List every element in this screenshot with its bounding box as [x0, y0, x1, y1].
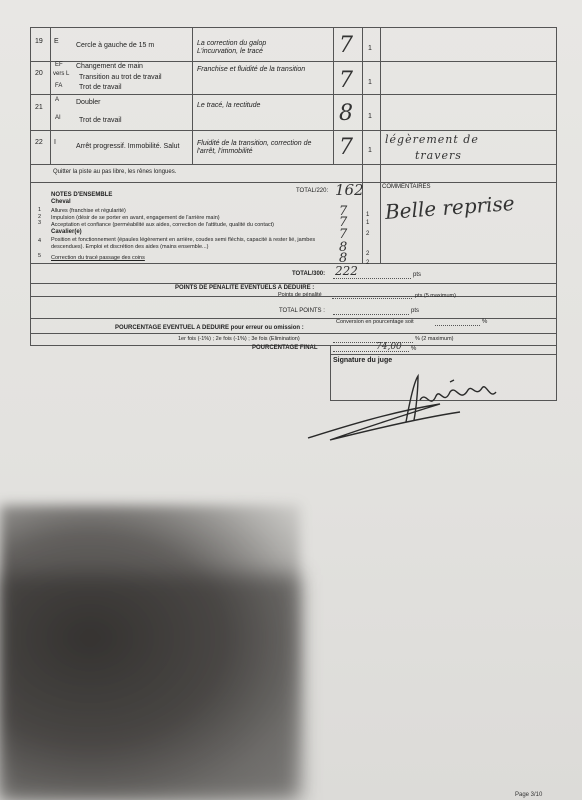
general-item-text: Acceptation et confiance (perméabilité aux aides, correction de l'attitude, qualité du contact): [51, 222, 275, 228]
score-handwritten: 8: [339, 101, 353, 126]
penalties-label: POINTS DE PENALITE EVENTUELS A DEDUIRE :: [175, 285, 315, 291]
percent-deduct-label: POURCENTAGE EVENTUEL A DEDUIRE pour erreur ou omission :: [115, 325, 304, 331]
criteria-text: L'incurvation, le tracé: [197, 48, 263, 55]
row-code: FA: [55, 83, 63, 89]
row-code: E: [54, 38, 59, 45]
score-handwritten: 8: [339, 240, 348, 255]
coefficient: 2: [366, 251, 370, 257]
dotted-line: [333, 278, 411, 279]
item-number: 4: [38, 238, 42, 244]
coefficient: 2: [366, 260, 370, 266]
total-220-value: 162: [335, 181, 364, 199]
percent-unit: %: [482, 319, 488, 325]
pts-unit: pts: [411, 308, 420, 314]
penalty-points-label: Points de pénalité: [278, 292, 322, 298]
dotted-line: [333, 314, 409, 315]
judge-signature: [300, 370, 540, 450]
comment-handwritten: Belle reprise: [384, 190, 516, 224]
percent-max: % (2 maximum): [415, 336, 454, 342]
signature-label: Signature du juge: [333, 357, 393, 364]
item-number: 5: [38, 253, 42, 259]
movement-text: Cercle à gauche de 15 m: [76, 42, 155, 49]
score-handwritten: 7: [339, 227, 348, 242]
coefficient: 1: [368, 113, 372, 120]
page-footer: Page 3/10: [515, 792, 543, 798]
movement-text: Trot de travail: [79, 84, 122, 91]
row-code: vers L: [53, 71, 70, 77]
coefficient: 2: [366, 231, 370, 237]
score-handwritten: 8: [339, 251, 348, 266]
row-code: EF: [55, 62, 63, 68]
criteria-text: l'arrêt, l'immobilité: [197, 148, 253, 155]
score-handwritten: 7: [339, 204, 348, 219]
row-code: I: [54, 139, 56, 146]
score-handwritten: 7: [339, 33, 353, 58]
row-code: AI: [55, 115, 61, 121]
criteria-text: La correction du galop: [197, 40, 267, 47]
rider-label: Cavalier(e): [51, 229, 82, 235]
dotted-line: [332, 298, 412, 299]
general-item-text: Allures (franchise et régularité): [51, 208, 126, 214]
percent-unit: %: [411, 346, 417, 352]
horse-label: Cheval: [51, 199, 71, 205]
total-220-label: TOTAL/220:: [296, 188, 329, 194]
remark-handwritten: travers: [415, 149, 462, 162]
coefficient: 1: [368, 79, 372, 86]
item-number: 1: [38, 207, 42, 213]
row-number: 22: [35, 139, 43, 146]
item-number: 3: [38, 220, 42, 226]
movement-text: Trot de travail: [79, 117, 122, 124]
coefficient: 1: [368, 147, 372, 154]
row-number: 20: [35, 70, 43, 77]
score-handwritten: 7: [339, 215, 348, 230]
dotted-line: [435, 325, 480, 326]
conversion-label: Conversion en pourcentage soit: [336, 319, 414, 325]
dotted-line: [333, 351, 409, 352]
coefficient: 1: [366, 220, 370, 226]
final-percent-label: POURCENTAGE FINAL: [252, 345, 318, 351]
general-item-text: Correction du tracé passage des coins: [51, 255, 145, 261]
percent-deduct-detail: 1er fois (-1%) ; 2e fois (-1%) ; 3e fois (Elimination): [178, 336, 300, 342]
movement-text: Changement de main: [76, 63, 143, 70]
movement-text: Arrêt progressif. Immobilité. Salut: [76, 143, 180, 150]
score-handwritten: 7: [339, 135, 353, 160]
criteria-text: Le tracé, la rectitude: [197, 102, 261, 109]
total-300-label: TOTAL/300:: [292, 271, 326, 277]
score-handwritten: 7: [339, 68, 353, 93]
section-title: NOTES D'ENSEMBLE: [51, 192, 113, 198]
movement-text: Transition au trot de travail: [79, 74, 162, 81]
general-item-text: Impulsion (désir de se porter en avant, engagement de l'arrière main): [51, 215, 220, 221]
remark-handwritten: légèrement de: [385, 133, 479, 146]
pts-unit: pts: [413, 272, 422, 278]
photo-shadow: [0, 505, 300, 800]
final-percent-value: 74,00: [376, 342, 402, 352]
coefficient: 1: [368, 45, 372, 52]
movement-text: Doubler: [76, 99, 101, 106]
general-item-text: Position et fonctionnement (épaules légèrement en arrière, coudes semi fléchis, capacité à rester lié, jambes descendues). Emploi et discrétion des aides (mains ensemble...): [51, 237, 316, 250]
criteria-text: Franchise et fluidité de la transition: [197, 66, 306, 73]
comments-label: COMMENTAIRES: [382, 184, 431, 190]
criteria-text: Fluidité de la transition, correction de: [197, 140, 312, 147]
penalty-max: pts (5 maximum): [415, 293, 456, 299]
row-number: 21: [35, 104, 43, 111]
item-number: 2: [38, 214, 42, 220]
exit-instruction: Quitter la piste au pas libre, les rênes longues.: [53, 169, 177, 175]
coefficient: 1: [366, 212, 370, 218]
row-code: A: [55, 97, 60, 103]
row-number: 19: [35, 38, 43, 45]
total-300-value: 222: [335, 264, 358, 278]
total-points-label: TOTAL POINTS :: [279, 308, 325, 314]
